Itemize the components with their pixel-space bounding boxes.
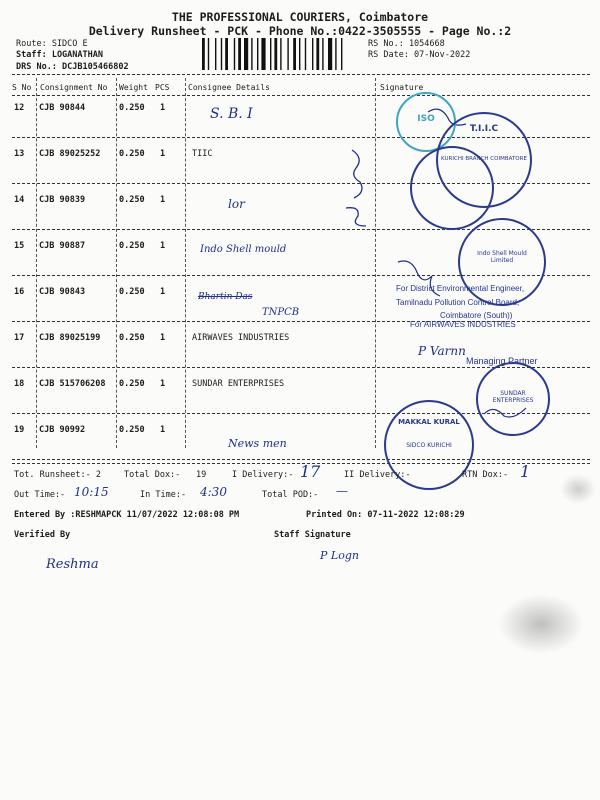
barcode-bar [341, 38, 342, 70]
barcode-bar [322, 38, 323, 70]
barcode-bar [335, 38, 336, 70]
row-sno: 12 [14, 103, 25, 113]
row-weight: 0.250 [119, 287, 145, 297]
smudge [560, 474, 596, 504]
total-pod-value: — [336, 484, 348, 498]
barcode-bar [215, 38, 216, 70]
col-separator [36, 78, 37, 448]
row-pcs: 1 [160, 287, 166, 297]
rtn-dox-label: RTN Dox:- [462, 470, 509, 480]
total-dox-label: Total Dox:- [124, 470, 181, 480]
barcode-bar [234, 38, 235, 70]
tnpcb-stamp-line1: For District Environmental Engineer, [396, 284, 525, 293]
airwaves-signature: P Varnn [418, 344, 466, 358]
barcode-bar [225, 38, 228, 70]
row-pcs: 1 [160, 241, 166, 251]
in-time-value: 4:30 [200, 485, 227, 499]
handwritten-news-men: News men [228, 437, 287, 450]
tot-runsheet: Tot. Runsheet:- 2 [14, 470, 101, 480]
verified-by-signature: Reshma [46, 557, 99, 572]
airwaves-stamp-line1: For AIRWAVES INDUSTRIES [410, 320, 516, 329]
makkal-kural-stamp: MAKKAL KURAL SIDCO KURICHI [384, 400, 474, 490]
barcode-bar [312, 38, 313, 70]
rtn-dox-value: 1 [520, 462, 531, 481]
entered-by: Entered By :RESHMAPCK 11/07/2022 12:08:08 PM [14, 510, 240, 520]
tnpcb-stamp-line3: Coimbatore (South)) [440, 311, 513, 320]
out-time-label: Out Time:- [14, 490, 66, 500]
divider [12, 74, 590, 75]
verified-by-label: Verified By [14, 530, 71, 540]
total-dox-value: 19 [196, 470, 207, 480]
row-sno: 16 [14, 287, 25, 297]
row-consignment-no: CJB 90992 [39, 425, 86, 435]
barcode-bar [287, 38, 288, 70]
tiic-stamp-second [410, 146, 494, 230]
barcode [202, 38, 360, 72]
barcode-bar [251, 38, 252, 70]
i-delivery-label: I Delivery:- [232, 470, 294, 480]
row-weight: 0.250 [119, 103, 145, 113]
barcode-bar [238, 38, 241, 70]
barcode-bar [261, 38, 265, 70]
row-sno: 13 [14, 149, 25, 159]
row-consignment-no: CJB 90887 [39, 241, 86, 251]
row-weight: 0.250 [119, 379, 145, 389]
row-sno: 19 [14, 425, 25, 435]
rs-no-label: RS No.: 1054668 [368, 39, 445, 49]
barcode-bar [293, 38, 296, 70]
col-signature-header: Signature [380, 83, 424, 92]
row-pcs: 1 [160, 103, 166, 113]
row-consignment-no: CJB 90839 [39, 195, 86, 205]
runsheet-subtitle: Delivery Runsheet - PCK - Phone No.:0422-3505555 - Page No.:2 [88, 24, 512, 38]
row-divider [12, 459, 590, 460]
row-pcs: 1 [160, 379, 166, 389]
row-pcs: 1 [160, 333, 166, 343]
row-weight: 0.250 [119, 149, 145, 159]
row-consignee-details: AIRWAVES INDUSTRIES [192, 333, 290, 343]
sundar-stamp: SUNDAR ENTERPRISES [476, 362, 550, 436]
rs-date-label: RS Date: 07-Nov-2022 [368, 50, 471, 60]
iso-stamp: ISO [396, 92, 456, 152]
row-consignment-no: CJB 89025252 [39, 149, 101, 159]
col-pcs-header: PCS [155, 83, 170, 92]
total-pod-label: Total POD:- [262, 490, 319, 500]
handwritten-indo-shell: Indo Shell mould [200, 244, 287, 255]
barcode-bar [270, 38, 271, 70]
row-consignee-details: TIIC [192, 149, 213, 159]
barcode-bar [328, 38, 332, 70]
barcode-bar [280, 38, 281, 70]
row-pcs: 1 [160, 149, 166, 159]
staff-signature-label: Staff Signature [274, 530, 351, 540]
barcode-bar [299, 38, 300, 70]
barcode-bar [257, 38, 258, 70]
barcode-bar [244, 38, 248, 70]
row-pcs: 1 [160, 425, 166, 435]
tiic-stamp: T.I.I.C KURICHI BRANCH COIMBATORE [436, 112, 532, 208]
row-consignee-details: SUNDAR ENTERPRISES [192, 379, 285, 389]
barcode-bar [202, 38, 205, 70]
airwaves-stamp-line2: Managing Partner [466, 356, 538, 366]
i-delivery-value: 17 [300, 462, 321, 481]
col-consignee-header: Consignee Details [188, 83, 270, 92]
col-weight-header: Weight [119, 83, 148, 92]
row-sno: 18 [14, 379, 25, 389]
row-consignment-no: CJB 515706208 [39, 379, 106, 389]
row-weight: 0.250 [119, 333, 145, 343]
row-pcs: 1 [160, 195, 166, 205]
fingerprint-smudge [498, 594, 584, 654]
handwritten-row14: lor [228, 197, 245, 211]
col-separator [375, 78, 376, 448]
ii-delivery-label: II Delivery:- [344, 470, 411, 480]
staff-signature: P Logn [320, 549, 359, 562]
tnpcb-stamp-line2: Tamilnadu Pollution Control Board, [396, 298, 520, 307]
drs-label: DRS No.: DCJB105466802 [16, 62, 129, 72]
barcode-bar [208, 38, 209, 70]
out-time-value: 10:15 [74, 485, 109, 499]
barcode-graphic [202, 38, 360, 72]
handwritten-tnpcb: TNPCB [262, 307, 300, 318]
row-sno: 14 [14, 195, 25, 205]
company-title: THE PROFESSIONAL COURIERS, Coimbatore [171, 10, 429, 24]
handwritten-struck-name: Bhartin Das [198, 292, 253, 302]
row-weight: 0.250 [119, 195, 145, 205]
barcode-bar [316, 38, 319, 70]
divider [12, 95, 590, 96]
row-consignment-no: CJB 89025199 [39, 333, 101, 343]
handwritten-sbi: S. B. I [210, 106, 253, 122]
staff-label: Staff: LOGANATHAN [16, 50, 103, 60]
indo-shell-stamp: Indo Shell Mould Limited [458, 218, 546, 306]
barcode-bar [305, 38, 306, 70]
col-consignment-header: Consignment No [40, 83, 108, 92]
row-weight: 0.250 [119, 241, 145, 251]
row-sno: 17 [14, 333, 25, 343]
route-label: Route: SIDCO E [16, 39, 88, 49]
col-separator [116, 78, 117, 448]
row-consignment-no: CJB 90844 [39, 103, 86, 113]
barcode-bar [221, 38, 222, 70]
barcode-bar [274, 38, 277, 70]
col-separator [185, 78, 186, 448]
row-consignment-no: CJB 90843 [39, 287, 86, 297]
in-time-label: In Time:- [140, 490, 187, 500]
row-weight: 0.250 [119, 425, 145, 435]
col-sno-header: S No [12, 83, 32, 92]
printed-on: Printed On: 07-11-2022 12:08:29 [306, 510, 465, 520]
row-sno: 15 [14, 241, 25, 251]
